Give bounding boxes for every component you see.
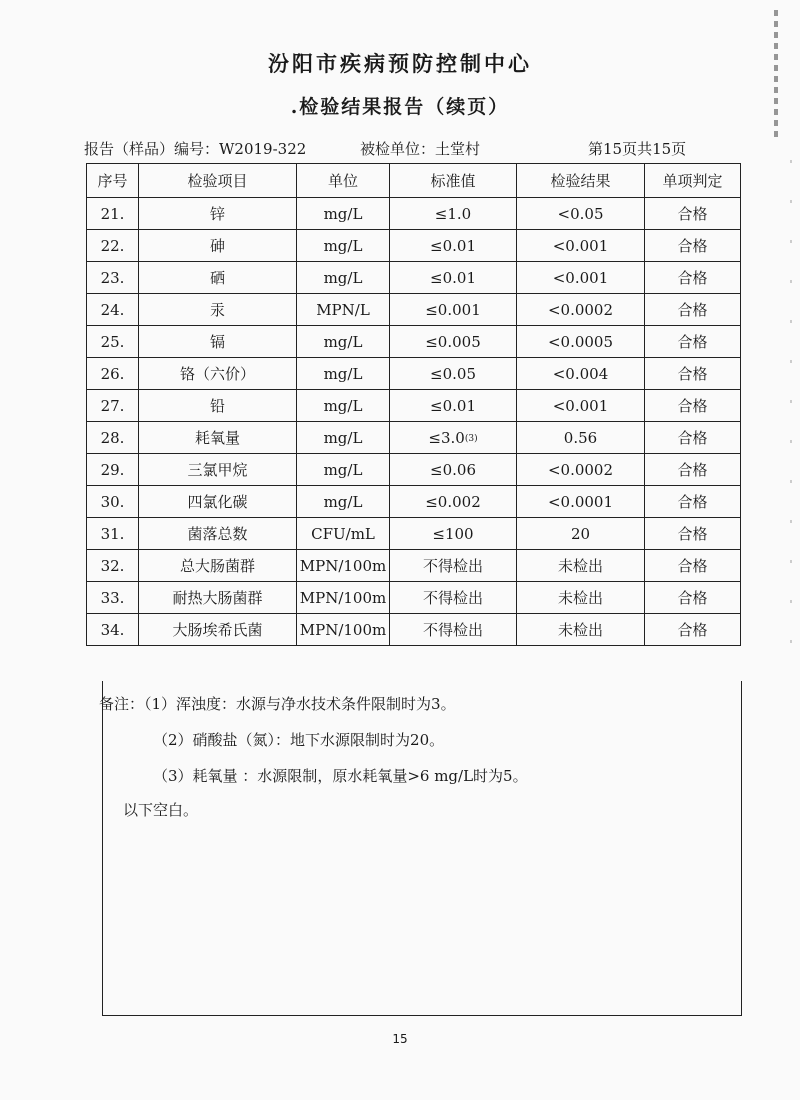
cell-no: 24. [87, 294, 139, 326]
table-row [87, 326, 741, 358]
cell-no: 31. [87, 518, 139, 550]
standard-footnote-marker: (3) [464, 433, 478, 444]
remark-3: （3）耗氧量 ：水源限制，原水耗氧量>6 mg/L时为5。 [153, 767, 528, 785]
cell-unit: mg/L [297, 230, 390, 262]
report-title: 汾阳市疾病预防控制中心 [268, 51, 532, 76]
cell-unit: CFU/mL [297, 518, 390, 550]
cell-no: 25. [87, 326, 139, 358]
cell-unit: MPN/100m [297, 614, 390, 646]
cell-standard: ≤0.01 [390, 262, 517, 294]
cell-result: 未检出 [517, 550, 645, 582]
cell-result: <0.001 [517, 230, 645, 262]
cell-unit: MPN/100m [297, 550, 390, 582]
page-number: 15 [392, 1032, 408, 1046]
cell-judgement: 合格 [645, 230, 741, 262]
remark-2: （2）硝酸盐（氮）：地下水源限制时为20。 [153, 731, 445, 749]
table-row [87, 614, 741, 646]
cell-judgement: 合格 [645, 198, 741, 230]
cell-no: 33. [87, 582, 139, 614]
report-subtitle: .检验结果报告（续页） [290, 96, 510, 118]
cell-judgement: 合格 [645, 262, 741, 294]
table-row [87, 550, 741, 582]
cell-judgement: 合格 [645, 550, 741, 582]
table-row [87, 358, 741, 390]
page-indicator: 第15页共15页 [588, 140, 687, 158]
report-number: 报告（样品）编号：W2019-322 [84, 140, 307, 158]
cell-result: <0.0002 [517, 294, 645, 326]
cell-result: <0.05 [517, 198, 645, 230]
header-result: 检验结果 [517, 164, 645, 198]
cell-result: 未检出 [517, 614, 645, 646]
cell-standard: 不得检出 [390, 550, 517, 582]
cell-item: 硒 [139, 262, 297, 294]
cell-unit: mg/L [297, 262, 390, 294]
cell-result: <0.0001 [517, 486, 645, 518]
results-table [86, 163, 741, 646]
cell-judgement: 合格 [645, 326, 741, 358]
remark-1: 备注：（1）浑浊度：水源与净水技术条件限制时为3。 [99, 695, 456, 713]
cell-no: 34. [87, 614, 139, 646]
table-row [87, 486, 741, 518]
cell-result: <0.004 [517, 358, 645, 390]
cell-judgement: 合格 [645, 614, 741, 646]
scan-edge-artifact-2 [790, 160, 792, 660]
cell-judgement: 合格 [645, 294, 741, 326]
header-unit: 单位 [297, 164, 390, 198]
cell-judgement: 合格 [645, 390, 741, 422]
cell-item: 菌落总数 [139, 518, 297, 550]
cell-unit: mg/L [297, 454, 390, 486]
table-row [87, 230, 741, 262]
cell-unit: mg/L [297, 486, 390, 518]
cell-no: 30. [87, 486, 139, 518]
cell-result: <0.0005 [517, 326, 645, 358]
cell-judgement: 合格 [645, 582, 741, 614]
cell-result: <0.0002 [517, 454, 645, 486]
table-row [87, 422, 741, 454]
table-row [87, 390, 741, 422]
cell-no: 28. [87, 422, 139, 454]
remarks-box [99, 681, 742, 1016]
cell-judgement: 合格 [645, 454, 741, 486]
table-row [87, 582, 741, 614]
cell-standard: ≤0.005 [390, 326, 517, 358]
cell-result: <0.001 [517, 390, 645, 422]
remark-blank-below: 以下空白。 [123, 801, 199, 819]
header-judgement: 单项判定 [645, 164, 741, 198]
cell-standard: ≤0.002 [390, 486, 517, 518]
table-row [87, 518, 741, 550]
cell-item: 锌 [139, 198, 297, 230]
cell-no: 26. [87, 358, 139, 390]
cell-item: 耗氧量 [139, 422, 297, 454]
cell-item: 汞 [139, 294, 297, 326]
header-no: 序号 [87, 164, 139, 198]
cell-result: 0.56 [517, 422, 645, 454]
cell-judgement: 合格 [645, 422, 741, 454]
cell-no: 22. [87, 230, 139, 262]
header-standard: 标准值 [390, 164, 517, 198]
cell-standard: 不得检出 [390, 582, 517, 614]
cell-result: <0.001 [517, 262, 645, 294]
cell-standard: ≤100 [390, 518, 517, 550]
header-item: 检验项目 [139, 164, 297, 198]
cell-standard: ≤3.0(3) [390, 422, 517, 454]
cell-no: 32. [87, 550, 139, 582]
cell-item: 总大肠菌群 [139, 550, 297, 582]
cell-unit: MPN/L [297, 294, 390, 326]
cell-no: 23. [87, 262, 139, 294]
cell-standard: ≤0.01 [390, 230, 517, 262]
cell-unit: mg/L [297, 326, 390, 358]
table-row [87, 294, 741, 326]
cell-judgement: 合格 [645, 486, 741, 518]
table-row [87, 454, 741, 486]
table-row [87, 198, 741, 230]
cell-standard: ≤1.0 [390, 198, 517, 230]
cell-result: 20 [517, 518, 645, 550]
cell-result: 未检出 [517, 582, 645, 614]
cell-item: 铬（六价） [139, 358, 297, 390]
cell-standard: ≤0.01 [390, 390, 517, 422]
cell-item: 砷 [139, 230, 297, 262]
cell-item: 三氯甲烷 [139, 454, 297, 486]
table-body [87, 198, 741, 646]
cell-no: 29. [87, 454, 139, 486]
cell-item: 四氯化碳 [139, 486, 297, 518]
cell-unit: mg/L [297, 422, 390, 454]
cell-standard: ≤0.001 [390, 294, 517, 326]
cell-item: 大肠埃希氏菌 [139, 614, 297, 646]
cell-judgement: 合格 [645, 518, 741, 550]
cell-unit: mg/L [297, 198, 390, 230]
inspected-unit: 被检单位：土堂村 [360, 140, 481, 158]
cell-item: 铅 [139, 390, 297, 422]
cell-standard: ≤0.06 [390, 454, 517, 486]
cell-item: 镉 [139, 326, 297, 358]
cell-no: 27. [87, 390, 139, 422]
table-header-row [87, 164, 741, 198]
cell-item: 耐热大肠菌群 [139, 582, 297, 614]
cell-judgement: 合格 [645, 358, 741, 390]
cell-no: 21. [87, 198, 139, 230]
cell-unit: mg/L [297, 358, 390, 390]
cell-standard: 不得检出 [390, 614, 517, 646]
cell-standard: ≤0.05 [390, 358, 517, 390]
table-row [87, 262, 741, 294]
cell-unit: MPN/100m [297, 582, 390, 614]
cell-unit: mg/L [297, 390, 390, 422]
